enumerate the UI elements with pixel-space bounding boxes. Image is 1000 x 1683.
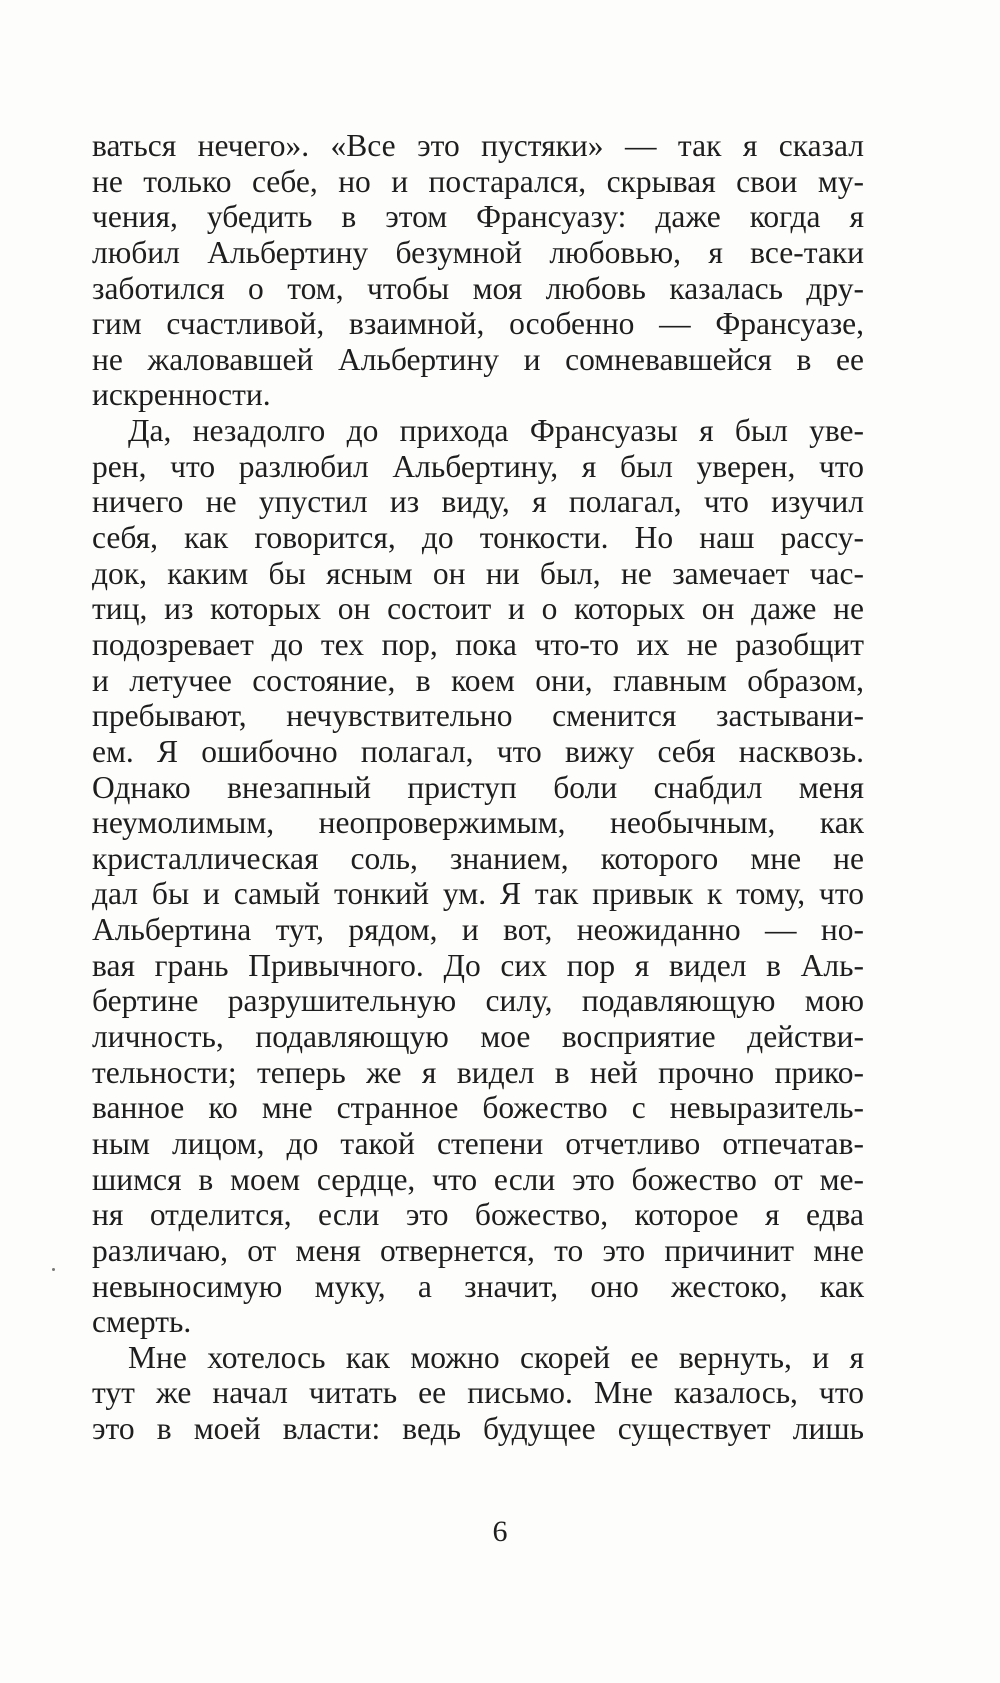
text-line: ня отделится, если это божество, которое я едва <box>92 1197 864 1233</box>
text-line: пребывают, нечувствительно сменится застывани- <box>92 698 864 734</box>
text-line: шимся в моем сердце, что если это божество от ме- <box>92 1161 864 1197</box>
text-line: гим счастливой, взаимной, особенно — Франсуазе, <box>92 306 864 342</box>
text-line-indented: Мне хотелось как можно скорей ее вернуть, и я <box>128 1339 864 1375</box>
text-line: личность, подавляющую мое восприятие действи- <box>92 1019 864 1055</box>
text-line: и летучее состояние, в коем они, главным образом, <box>92 662 864 698</box>
text-line: не только себе, но и постарался, скрывая свои му- <box>92 163 864 199</box>
text-line: себя, как говорится, до тонкости. Но наш рассу- <box>92 520 864 556</box>
text-line: кристаллическая соль, знанием, которого мне не <box>92 840 864 876</box>
paragraph-2 <box>92 413 864 1340</box>
scan-speck <box>52 1268 55 1271</box>
text-line: рен, что разлюбил Альбертину, я был уверен, что <box>92 448 864 484</box>
text-line: невыносимую муку, а значит, оно жестоко, как <box>92 1268 864 1304</box>
text-line: смерть. <box>92 1304 192 1340</box>
text-line: бертине разрушительную силу, подавляющую мою <box>92 983 864 1019</box>
text-line: чения, убедить в этом Франсуазу: даже когда я <box>92 199 864 235</box>
text-line: подозревает до тех пор, пока что-то их не разобщит <box>92 626 864 662</box>
text-line: неумолимым, неопровержимым, необычным, как <box>92 805 864 841</box>
paragraph-3 <box>92 1340 864 1447</box>
text-line: ваться нечего». «Все это пустяки» — так я сказал <box>92 128 864 163</box>
text-line: Альбертина тут, рядом, и вот, неожиданно — но- <box>92 912 864 948</box>
text-line: Однако внезапный приступ боли снабдил меня <box>92 769 864 805</box>
text-line: ем. Я ошибочно полагал, что вижу себя насквозь. <box>92 733 864 769</box>
text-line: вая грань Привычного. До сих пор я видел в Аль- <box>92 947 864 983</box>
text-line: искренности. <box>92 377 271 413</box>
text-line: дал бы и самый тонкий ум. Я так привык к тому, что <box>92 876 864 912</box>
paragraph-1 <box>92 128 864 413</box>
text-line: не жаловавшей Альбертину и сомневавшейся в ее <box>92 341 864 377</box>
text-line-indented: Да, незадолго до прихода Франсуазы я был уве- <box>128 413 864 449</box>
text-line: док, каким бы ясным он ни был, не замечает час- <box>92 555 864 591</box>
text-line: ным лицом, до такой степени отчетливо отпечатав- <box>92 1125 864 1161</box>
text-line: это в моей власти: ведь будущее существует лишь <box>92 1411 864 1447</box>
text-line: любил Альбертину безумной любовью, я все-таки <box>92 234 864 270</box>
page-number: 6 <box>492 1515 508 1548</box>
body-text <box>92 128 864 1447</box>
text-line: различаю, от меня отвернется, то это причинит мне <box>92 1232 864 1268</box>
text-line: тиц, из которых он состоит и о которых он даже не <box>92 591 864 627</box>
text-line: заботился о том, чтобы моя любовь казалась дру- <box>92 270 864 306</box>
text-line: ничего не упустил из виду, я полагал, что изучил <box>92 484 864 520</box>
text-line: ванное ко мне странное божество с невыразитель- <box>92 1090 864 1126</box>
text-line: тельности; теперь же я видел в ней прочно прико- <box>92 1054 864 1090</box>
text-line: тут же начал читать ее письмо. Мне казалось, что <box>92 1375 864 1411</box>
